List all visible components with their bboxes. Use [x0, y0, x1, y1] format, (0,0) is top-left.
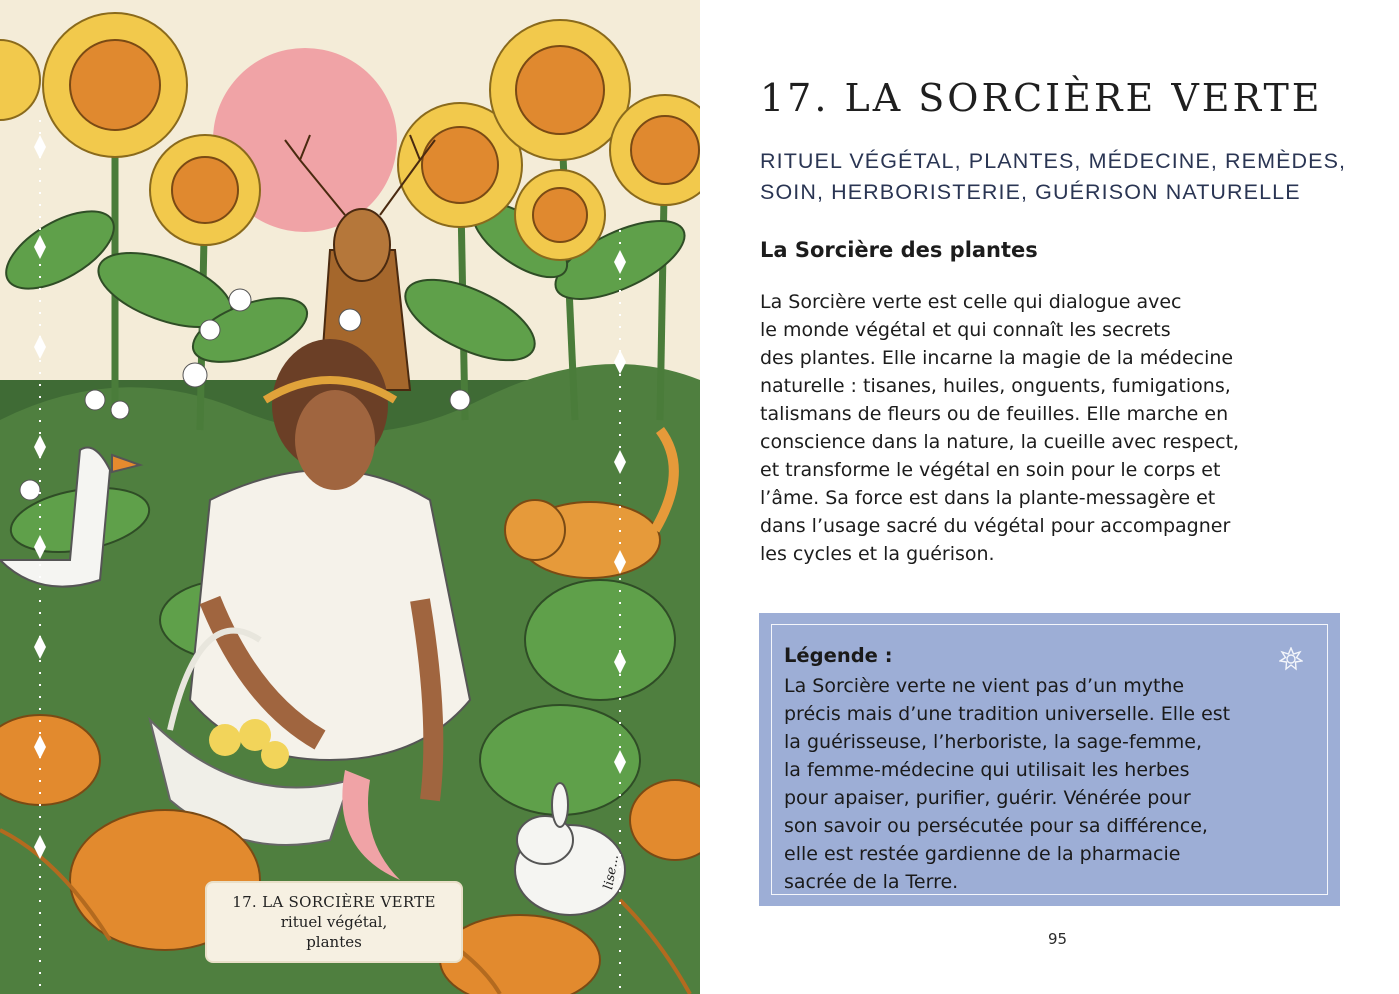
body-line: naturelle : tisanes, huiles, onguents, fumigations, — [760, 375, 1231, 397]
body-line: La Sorcière verte est celle qui dialogue avec — [760, 291, 1182, 313]
section-subtitle: La Sorcière des plantes — [760, 238, 1038, 262]
legend-line: la femme-médecine qui utilisait les herbes — [784, 759, 1190, 781]
legend-line: La Sorcière verte ne vient pas d’un mythe — [784, 675, 1185, 697]
legend-box — [759, 613, 1340, 906]
body-line: talismans de fleurs ou de feuilles. Elle marche en — [760, 403, 1229, 425]
legend-line: elle est restée gardienne de la pharmacie — [784, 843, 1181, 865]
legend-frame — [771, 624, 1328, 895]
card-caption-line3: plantes — [306, 933, 362, 951]
artist-signature: lise... — [601, 853, 623, 891]
card-caption-line2: rituel végétal, — [280, 913, 388, 931]
card-caption — [207, 883, 461, 961]
page-title: 17. LA SORCIÈRE VERTE — [760, 76, 1323, 120]
legend-line: précis mais d’une tradition universelle. Elle est — [784, 703, 1231, 725]
star-icon — [1279, 647, 1303, 671]
legend-heading: Légende : — [784, 644, 893, 667]
keywords — [760, 146, 1360, 208]
body-line: des plantes. Elle incarne la magie de la médecine — [760, 347, 1234, 369]
keywords-line: SOIN, HERBORISTERIE, GUÉRISON NATURELLE — [760, 180, 1301, 204]
body-line: et transforme le végétal en soin pour le corps et — [760, 459, 1221, 481]
body-line: les cycles et la guérison. — [760, 543, 995, 565]
body-line: dans l’usage sacré du végétal pour accompagner — [760, 515, 1231, 537]
card-caption-title: 17. LA SORCIÈRE VERTE — [232, 893, 436, 911]
legend-line: son savoir ou persécutée pour sa différence, — [784, 815, 1208, 837]
keywords-line: RITUEL VÉGÉTAL, PLANTES, MÉDECINE, REMÈDES, — [760, 149, 1347, 173]
legend-line: la guérisseuse, l’herboriste, la sage-femme, — [784, 731, 1203, 753]
body-line: le monde végétal et qui connaît les secrets — [760, 319, 1171, 341]
body-paragraph — [760, 288, 1360, 568]
body-line: l’âme. Sa force est dans la plante-messagère et — [760, 487, 1216, 509]
body-line: conscience dans la nature, la cueille avec respect, — [760, 431, 1240, 453]
page-number: 95 — [1047, 930, 1068, 948]
legend-line: sacrée de la Terre. — [784, 871, 959, 893]
legend-line: pour apaiser, purifier, guérir. Vénérée pour — [784, 787, 1191, 809]
legend-text — [784, 672, 1324, 896]
text-page — [700, 0, 1399, 994]
